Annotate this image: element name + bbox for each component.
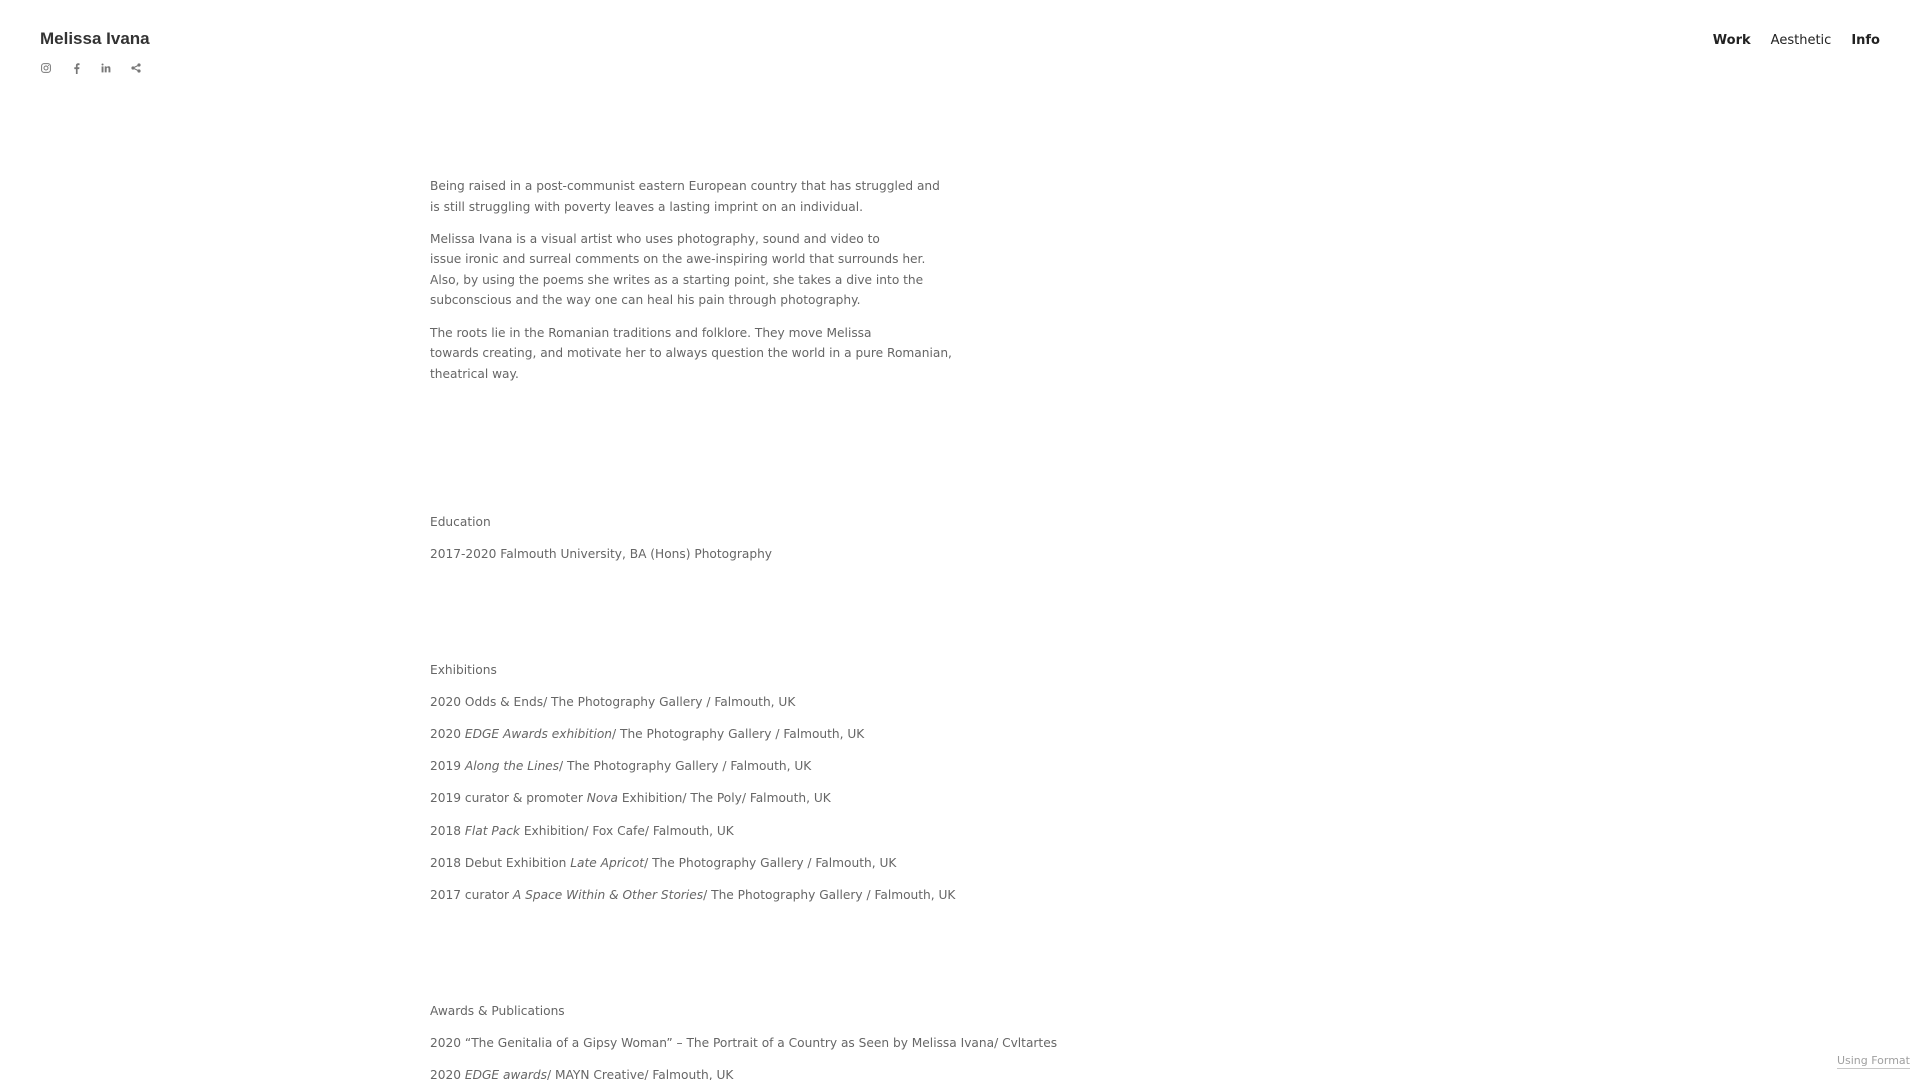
item-title: EDGE awards	[464, 1067, 547, 1080]
list-item	[430, 1065, 1130, 1080]
awards-list	[430, 1033, 1130, 1080]
intro-line: issue ironic and surreal comments on the awe-inspiring world that surrounds her.	[430, 252, 926, 267]
list-item	[430, 788, 1130, 809]
item-text: 2019	[430, 759, 465, 774]
site-title-link[interactable]: Melissa Ivana	[40, 29, 150, 48]
intro-line: theatrical way.	[430, 366, 519, 381]
item-title: Flat Pack	[464, 823, 520, 838]
list-item	[430, 853, 1130, 874]
item-title: Late Apricot	[570, 855, 645, 870]
exhibitions-heading: Exhibitions	[430, 663, 497, 678]
spacer	[430, 396, 1130, 512]
item-text: Exhibition/ The Poly/ Falmouth, UK	[617, 791, 831, 806]
intro-line: Being raised in a post-communist eastern European country that has struggled and	[430, 179, 940, 193]
item-title: Along the Lines	[464, 759, 560, 774]
nav-aesthetic[interactable]: Aesthetic	[1770, 33, 1832, 48]
item-title: A Space Within & Other Stories	[512, 887, 704, 902]
intro-line: The roots lie in the Romanian traditions and folklore. They move Melissa	[430, 325, 872, 340]
item-text: 2020	[430, 1067, 465, 1080]
exhibitions-list	[430, 692, 1130, 905]
list-item	[430, 821, 1130, 842]
item-text: 2018	[430, 823, 465, 838]
item-text: / The Photography Gallery / Falmouth, UK	[559, 759, 812, 774]
main-nav	[1713, 32, 1880, 49]
education-item: 2017-2020 Falmouth University, BA (Hons) Photography	[430, 546, 773, 561]
item-text: 2020 “The Genitalia of a Gipsy Woman” – The Portrait of a Country as Seen by Melissa Ivana/ Cvltartes	[430, 1035, 1058, 1050]
intro-line: is still struggling with poverty leaves a lasting imprint on an individual.	[430, 199, 863, 214]
list-item	[430, 1033, 1130, 1054]
info-content	[430, 176, 1130, 1080]
intro-line: Also, by using the poems she writes as a starting point, she takes a dive into the	[430, 272, 924, 287]
item-text: 2020 Odds & Ends/ The Photography Gallery / Falmouth, UK	[430, 695, 796, 710]
social-links	[40, 62, 150, 74]
intro-line: Melissa Ivana is a visual artist who uses photography, sound and video to	[430, 231, 880, 246]
nav-info[interactable]: Info	[1851, 33, 1880, 48]
item-text: / The Photography Gallery / Falmouth, UK	[612, 727, 865, 742]
linkedin-icon[interactable]	[100, 62, 112, 74]
facebook-icon[interactable]	[70, 62, 82, 74]
intro-paragraph-1	[430, 176, 1130, 217]
item-text: 2019 curator & promoter	[430, 791, 587, 806]
instagram-icon[interactable]	[40, 62, 52, 74]
item-text: / The Photography Gallery / Falmouth, UK	[703, 887, 956, 902]
header-left	[40, 28, 150, 74]
share-icon[interactable]	[130, 62, 142, 74]
intro-line: towards creating, and motivate her to always question the world in a pure Romanian,	[430, 346, 952, 361]
item-text: 2018 Debut Exhibition	[430, 855, 571, 870]
spacer	[430, 917, 1130, 1001]
nav-work[interactable]: Work	[1712, 33, 1751, 48]
intro-line: subconscious and the way one can heal his pain through photography.	[430, 293, 861, 308]
list-item	[430, 724, 1130, 745]
list-item	[430, 885, 1130, 906]
list-item	[430, 692, 1130, 713]
item-title: EDGE Awards exhibition	[464, 727, 613, 742]
spacer	[430, 576, 1130, 660]
item-text: 2020	[430, 727, 465, 742]
item-text: Exhibition/ Fox Cafe/ Falmouth, UK	[519, 823, 734, 838]
awards-heading: Awards & Publications	[430, 1003, 565, 1018]
item-text: / MAYN Creative/ Falmouth, UK	[547, 1067, 734, 1080]
item-text: / The Photography Gallery / Falmouth, UK	[644, 855, 897, 870]
item-text: 2017 curator	[430, 887, 513, 902]
item-title: Nova	[586, 791, 618, 806]
using-format-link[interactable]: Using Format	[1836, 1054, 1910, 1067]
intro-paragraph-3	[430, 323, 1130, 385]
list-item	[430, 756, 1130, 777]
education-heading: Education	[430, 514, 491, 529]
intro-paragraph-2	[430, 229, 1130, 311]
